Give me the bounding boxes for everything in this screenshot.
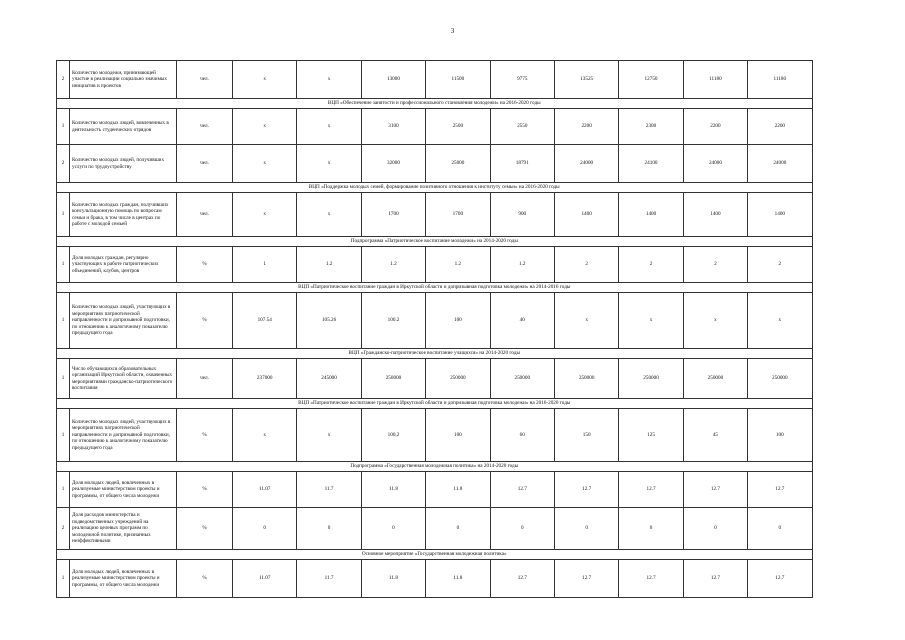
value-cell: х — [297, 61, 361, 99]
indicator-name: Количество молодых людей, участвующих в мероприятиях патриотической направленности и допризывной подготовки, по отношению к аналогичному показателю предыдущего года — [70, 293, 177, 349]
value-cell: 12.7 — [683, 472, 747, 508]
value-cell: 12.7 — [683, 560, 747, 598]
unit-cell: % — [177, 247, 233, 283]
value-cell: 100 — [426, 293, 490, 349]
value-cell: 60 — [490, 409, 554, 462]
row-number: 1 — [57, 193, 70, 237]
value-cell: 11.8 — [426, 560, 490, 598]
value-cell: 24100 — [619, 145, 683, 183]
value-cell: 11.07 — [233, 560, 297, 598]
row-number: 1 — [57, 247, 70, 283]
value-cell: 250000 — [619, 359, 683, 399]
indicators-table — [56, 60, 813, 598]
value-cell: 11.8 — [426, 472, 490, 508]
table-row — [57, 508, 813, 550]
value-cell: 40 — [490, 293, 554, 349]
value-cell: 0 — [748, 508, 812, 550]
value-cell: 1400 — [619, 193, 683, 237]
value-cell: х — [748, 293, 812, 349]
section-header-row — [57, 550, 813, 560]
value-cell: 25000 — [426, 145, 490, 183]
value-cell: 11.8 — [361, 472, 425, 508]
value-cell: 2200 — [748, 109, 812, 145]
section-title: ВЦП «Патриотическое воспитание граждан в Иркутской области и допризывная подготовка молодежи» на 2014-2016 годы — [57, 283, 813, 293]
value-cell: 12.7 — [554, 472, 618, 508]
value-cell: 1.2 — [426, 247, 490, 283]
indicator-name: Число обучающихся образовательных организаций Иркутской области, охваченных мероприятиями гражданско-патриотического воспитания — [70, 359, 177, 399]
value-cell: 1.2 — [490, 247, 554, 283]
value-cell: х — [233, 109, 297, 145]
value-cell: 2200 — [554, 109, 618, 145]
value-cell: 13000 — [361, 61, 425, 99]
value-cell: 24000 — [554, 145, 618, 183]
value-cell: 9775 — [490, 61, 554, 99]
indicator-name: Доля молодых граждан, регулярно участвующих в работе патриотических объединений, клубов, центров — [70, 247, 177, 283]
value-cell: 18791 — [490, 145, 554, 183]
value-cell: 2200 — [683, 109, 747, 145]
section-header-row — [57, 183, 813, 193]
value-cell: 0 — [361, 508, 425, 550]
value-cell: 250000 — [426, 359, 490, 399]
unit-cell: % — [177, 508, 233, 550]
unit-cell: чел. — [177, 109, 233, 145]
table-row — [57, 193, 813, 237]
value-cell: х — [233, 61, 297, 99]
value-cell: 250000 — [554, 359, 618, 399]
value-cell: 0 — [490, 508, 554, 550]
value-cell: 12.7 — [619, 472, 683, 508]
value-cell: 32000 — [361, 145, 425, 183]
indicator-name: Количество молодых людей, вовлеченных в деятельность студенческих отрядов — [70, 109, 177, 145]
value-cell: 11180 — [683, 61, 747, 99]
value-cell: 0 — [297, 508, 361, 550]
section-header-row — [57, 237, 813, 247]
value-cell: 3100 — [361, 109, 425, 145]
table-body — [57, 61, 813, 598]
value-cell: 24000 — [748, 145, 812, 183]
table-row — [57, 293, 813, 349]
unit-cell: чел. — [177, 145, 233, 183]
value-cell: 12.7 — [619, 560, 683, 598]
table-row — [57, 409, 813, 462]
value-cell: 1400 — [748, 193, 812, 237]
value-cell: 900 — [490, 193, 554, 237]
value-cell: 125 — [619, 409, 683, 462]
unit-cell: % — [177, 472, 233, 508]
table-row — [57, 359, 813, 399]
table-row — [57, 247, 813, 283]
unit-cell: чел. — [177, 61, 233, 99]
value-cell: 1 — [233, 247, 297, 283]
value-cell: 2 — [748, 247, 812, 283]
table-row — [57, 145, 813, 183]
value-cell: 11.7 — [297, 560, 361, 598]
value-cell: 2 — [619, 247, 683, 283]
section-title: ВЦП «Обеспечение занятости и профессионального становления молодежи» на 2016-2020 годы — [57, 99, 813, 109]
unit-cell: чел. — [177, 359, 233, 399]
value-cell: х — [297, 145, 361, 183]
section-title: ВЦП «Гражданско-патриотическое воспитание учащихся» на 2014-2020 годы — [57, 349, 813, 359]
unit-cell: % — [177, 560, 233, 598]
section-header-row — [57, 283, 813, 293]
row-number: 1 — [57, 293, 70, 349]
row-number: 1 — [57, 109, 70, 145]
value-cell: 100.2 — [361, 293, 425, 349]
value-cell: 105.26 — [297, 293, 361, 349]
section-header-row — [57, 99, 813, 109]
indicator-name: Количество молодых людей, участвующих в мероприятиях патриотической направленности и допризывной подготовки, по отношению к аналогичному показателю предыдущего года — [70, 409, 177, 462]
value-cell: 2 — [554, 247, 618, 283]
row-number: 1 — [57, 560, 70, 598]
table-row — [57, 109, 813, 145]
value-cell: 1700 — [361, 193, 425, 237]
value-cell: 45 — [683, 409, 747, 462]
value-cell: 11.7 — [297, 472, 361, 508]
section-title: ВЦП «Патриотическое воспитание граждан в Иркутской области и допризывная подготовка молодежи» на 2016-2020 годы — [57, 399, 813, 409]
value-cell: 100 — [748, 409, 812, 462]
table-row — [57, 560, 813, 598]
value-cell: х — [233, 145, 297, 183]
value-cell: 1.2 — [297, 247, 361, 283]
value-cell: х — [297, 109, 361, 145]
page-number: 3 — [450, 27, 455, 35]
value-cell: 2500 — [426, 109, 490, 145]
value-cell: х — [619, 293, 683, 349]
value-cell: 1400 — [683, 193, 747, 237]
value-cell: х — [554, 293, 618, 349]
value-cell: 0 — [426, 508, 490, 550]
value-cell: х — [233, 409, 297, 462]
indicator-name: Доля молодых людей, вовлеченных в реализуемые министерством проекты и программы, от общего числа молодежи — [70, 472, 177, 508]
value-cell: 150 — [554, 409, 618, 462]
row-number: 2 — [57, 508, 70, 550]
unit-cell: % — [177, 293, 233, 349]
value-cell: 250000 — [361, 359, 425, 399]
value-cell: 12.7 — [554, 560, 618, 598]
unit-cell: чел. — [177, 193, 233, 237]
value-cell: 1.2 — [361, 247, 425, 283]
value-cell: х — [233, 193, 297, 237]
value-cell: 107.54 — [233, 293, 297, 349]
value-cell: 11500 — [426, 61, 490, 99]
section-title: Подпрограмма «Государственная молодежная политика» на 2014-2020 годы — [57, 462, 813, 472]
value-cell: 12.7 — [748, 560, 812, 598]
value-cell: 1700 — [426, 193, 490, 237]
indicator-name: Количество молодых людей, получивших услуги по трудоустройству — [70, 145, 177, 183]
value-cell: 11180 — [748, 61, 812, 99]
section-header-row — [57, 399, 813, 409]
value-cell: 11.07 — [233, 472, 297, 508]
value-cell: 237000 — [233, 359, 297, 399]
value-cell: х — [683, 293, 747, 349]
value-cell: 1400 — [554, 193, 618, 237]
section-header-row — [57, 349, 813, 359]
table-row — [57, 472, 813, 508]
value-cell: 11.8 — [361, 560, 425, 598]
value-cell: 2 — [683, 247, 747, 283]
value-cell: 245000 — [297, 359, 361, 399]
row-number: 1 — [57, 472, 70, 508]
section-header-row — [57, 462, 813, 472]
unit-cell: % — [177, 409, 233, 462]
indicator-name: Доля расходов министерства и подведомственных учреждений на реализацию целевых программ по молодежной политике, признанных неэффективными — [70, 508, 177, 550]
indicator-name: Количество молодежи, принимающей участие в реализации социально значимых инициатив и проектов — [70, 61, 177, 99]
row-number: 1 — [57, 359, 70, 399]
value-cell: 0 — [233, 508, 297, 550]
value-cell: 12.7 — [748, 472, 812, 508]
value-cell: 24000 — [683, 145, 747, 183]
row-number: 2 — [57, 145, 70, 183]
value-cell: 250000 — [683, 359, 747, 399]
value-cell: 100 — [426, 409, 490, 462]
indicator-name: Доля молодых людей, вовлеченных в реализуемые министерством проекты и программы, от общего числа молодежи — [70, 560, 177, 598]
value-cell: 0 — [554, 508, 618, 550]
value-cell: 13525 — [554, 61, 618, 99]
section-title: ВЦП «Поддержка молодых семей, формирование позитивного отношения к институту семьи» на 2016-2020 годы — [57, 183, 813, 193]
indicator-name: Количество молодых граждан, получивших консультационную помощь по вопросам семьи и брака, в том числе в центрах по работе с молодой семьей — [70, 193, 177, 237]
value-cell: 250000 — [748, 359, 812, 399]
row-number: 1 — [57, 409, 70, 462]
value-cell: 12.7 — [490, 472, 554, 508]
section-title: Подпрограмма «Патриотическое воспитание молодежи» на 2014-2020 годы — [57, 237, 813, 247]
value-cell: х — [297, 193, 361, 237]
value-cell: 0 — [683, 508, 747, 550]
value-cell: 0 — [619, 508, 683, 550]
row-number: 2 — [57, 61, 70, 99]
value-cell: 12.7 — [490, 560, 554, 598]
value-cell: 2550 — [490, 109, 554, 145]
value-cell: 2300 — [619, 109, 683, 145]
table-row — [57, 61, 813, 99]
value-cell: 250000 — [490, 359, 554, 399]
value-cell: 100,2 — [361, 409, 425, 462]
value-cell: х — [297, 409, 361, 462]
section-title: Основное мероприятие «Государственная молодежная политика» — [57, 550, 813, 560]
value-cell: 12750 — [619, 61, 683, 99]
